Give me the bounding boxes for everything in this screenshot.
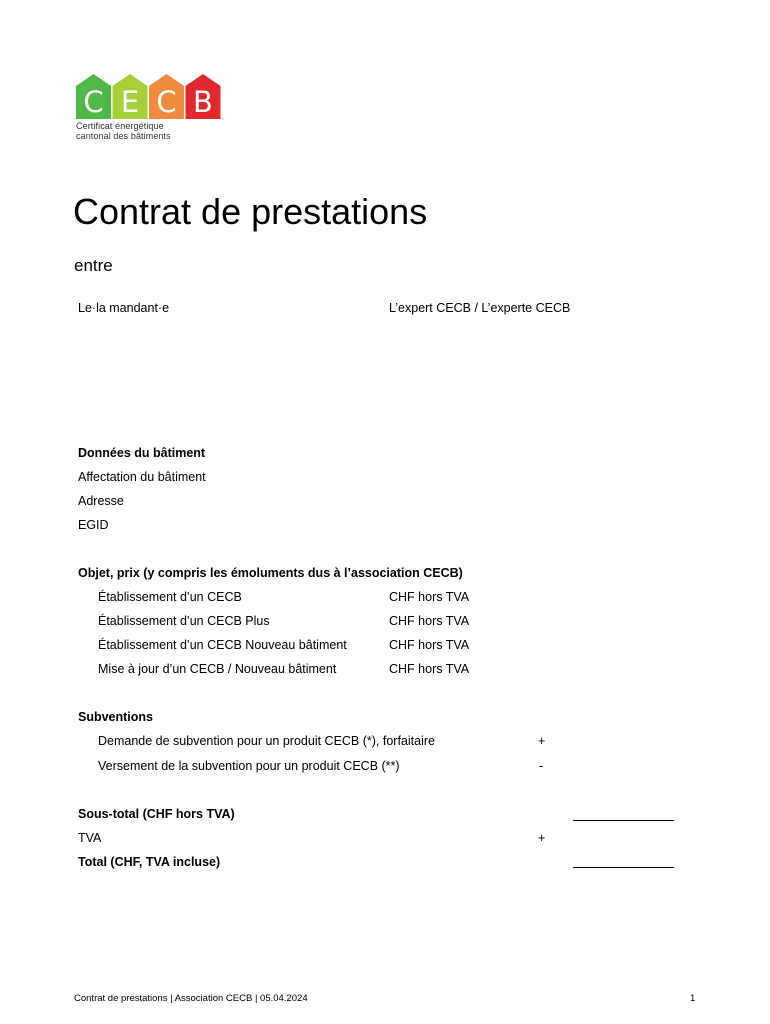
cecb-logo-houses [76,72,224,120]
document-title: Contrat de prestations [73,191,428,232]
total-line [573,867,674,868]
footer-text: Contrat de prestations | Association CECB | 05.04.2024 [74,993,308,1004]
building-field-usage: Affectation du bâtiment [78,470,206,484]
mandant-label: Le·la mandant·e [78,301,170,315]
object-item-label: Établissement d’un CECB [98,590,242,604]
expert-label: L’expert CECB / L’experte CECB [389,301,571,315]
object-item-label: Établissement d’un CECB Plus [98,614,270,628]
logo-letter: C [83,85,104,119]
building-heading: Données du bâtiment [78,446,206,460]
total-label: Total (CHF, TVA incluse) [78,855,221,869]
object-item-unit: CHF hors TVA [389,614,470,628]
subsidy-request-sign: + [538,734,546,748]
subtotal-line [573,820,674,821]
building-field-address: Adresse [78,494,124,508]
logo-letter: C [156,85,177,119]
logo-subtitle-line2: cantonal des bâtiments [76,131,171,141]
subsidy-payment-sign: - [539,759,544,773]
object-heading: Objet, prix (y compris les émoluments dus à l’association CECB) [78,566,463,580]
logo-letter: B [193,85,213,119]
subsidy-payment-label: Versement de la subvention pour un produit CECB (**) [98,759,400,773]
building-field-egid: EGID [78,518,109,532]
object-item-label: Mise à jour d’un CECB / Nouveau bâtiment [98,662,337,676]
object-item-unit: CHF hors TVA [389,662,470,676]
between-label: entre [74,256,113,275]
page-number: 1 [690,993,696,1004]
object-item-label: Établissement d’un CECB Nouveau bâtiment [98,638,347,652]
vat-sign: + [538,831,546,845]
vat-label: TVA [78,831,102,845]
cecb-logo [76,72,226,142]
subsidies-heading: Subventions [78,710,154,724]
subsidy-request-label: Demande de subvention pour un produit CECB (*), forfaitaire [98,734,435,748]
object-item-unit: CHF hors TVA [389,590,470,604]
logo-subtitle-line1: Certificat énergétique [76,121,164,131]
subtotal-label: Sous-total (CHF hors TVA) [78,807,235,821]
logo-letter: E [120,85,140,119]
object-item-unit: CHF hors TVA [389,638,470,652]
